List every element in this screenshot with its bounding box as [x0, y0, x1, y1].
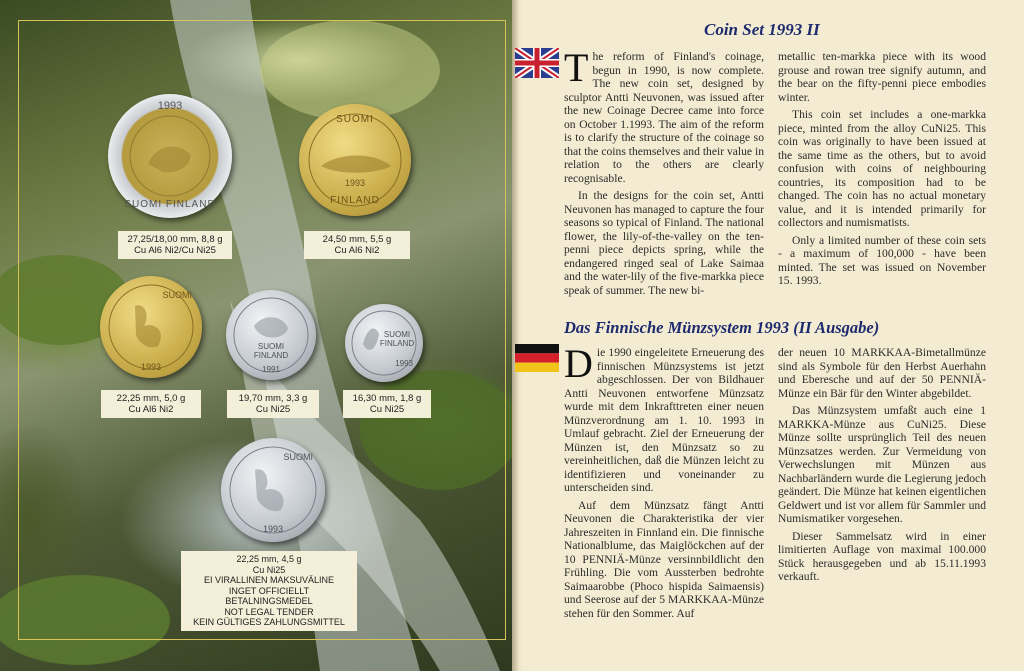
german-column-2	[778, 346, 986, 588]
coin-50-pennia	[226, 290, 316, 380]
german-paragraph: der neuen 10 MARKKAA-Bimetallmünze sind als Symbole für den Herbst Auerhahn und Eberesche und auf der 50 PENNIÄ-Münze ein Bär für den Winter abgebildet.	[778, 346, 986, 400]
spec-line: 24,50 mm, 5,5 g	[322, 234, 392, 245]
coin-1p-year: 1993	[262, 524, 284, 534]
legal-note: NOT LEGAL TENDER	[224, 606, 314, 617]
german-paragraph: Auf dem Münzsatz fängt Antti Neuvonen die Charakteristika der vier Jahreszeiten in Finnland ein. Die finnische Nationalblume, das Maiglöckchen auf der 10 PENNIÄ-Münze versinnbildlicht den Frühling. Die vom Aussterben bedrohte Saimaarobbe (Phoco hispida Saimaensis) und Seerose auf der 5 MARKKAA-Münze stehen für den Sommer. Auf	[564, 498, 764, 620]
coin-10-markkaa	[108, 94, 232, 218]
coin-1m-spec-label	[101, 390, 201, 418]
english-paragraph: In the designs for the coin set, Antti Neuvonen has managed to capture the four seasons so typical of Finland. The national flower, the lily-of-the-valley on the ten-penni piece depicts spring, while the endangered ringed seal of Lake Saimaa and the water-lily of the five-markka piece speak of summer. The new bi-	[564, 189, 764, 297]
coin-5-markkaa	[299, 104, 411, 216]
coin-10p-year: 1993	[395, 359, 413, 368]
spec-line: Cu Al6 Ni2	[128, 404, 174, 415]
german-column-1	[564, 341, 764, 624]
spec-line: 27,25/18,00 mm, 8,8 g	[127, 234, 223, 245]
german-flag-icon	[515, 344, 559, 372]
page-fold	[512, 0, 524, 671]
spec-line: Cu Ni25	[252, 564, 286, 575]
english-column-1	[564, 45, 764, 301]
uk-flag-icon	[515, 48, 559, 78]
coin-5-year: 1993	[344, 178, 366, 188]
spec-line: 16,30 mm, 1,8 g	[352, 393, 422, 404]
coin-5-top: SUOMI	[336, 114, 374, 125]
english-heading: Coin Set 1993 II	[704, 20, 820, 39]
coin-10p-spec-label	[343, 390, 431, 418]
spec-line: Cu Ni25	[369, 404, 405, 415]
coin-1-markka	[100, 276, 202, 378]
coin-10p-text: SUOMI FINLAND	[379, 330, 415, 348]
english-dropcap: T	[564, 45, 589, 90]
spec-line: Cu Al6 Ni2/Cu Ni25	[134, 245, 216, 256]
legal-note: KEIN GÜLTIGES ZAHLUNGSMITTEL	[193, 617, 345, 627]
spec-line: Cu Ni25	[255, 404, 291, 415]
german-paragraph: Das Münzsystem umfaßt auch eine 1 MARKKA-Münze aus CuNi25. Diese Münze sollte ursprünglich Teil des neuen Münzsatzes werden. Zur Vermeidung von Verwechslungen mit Münzen aus Nachbarländern wurde die Legierung jedoch geändert. Die Münze hat keinen eigentlichen Geldwert und ist vor allem für Sammler und Numismatiker vorgesehen.	[778, 404, 986, 525]
coin-50-year: 1991	[262, 365, 280, 374]
coin-1p-spec-label	[181, 551, 357, 631]
spec-line: Cu Al6 Ni2	[334, 245, 380, 256]
english-column-2	[778, 50, 986, 292]
coin-1m-top: SUOMI	[162, 290, 192, 300]
coin-10-spec-label	[118, 231, 232, 259]
coin-10-year: 1993	[157, 100, 183, 112]
coin-50-text: SUOMI FINLAND	[253, 342, 289, 360]
coin-5-spec-label	[304, 231, 410, 259]
german-paragraph: ie 1990 eingeleitete Erneuerung des finnischen Münzsystems ist jetzt abgeschlossen. Der von Bildhauer Antti Neuvonen entworfene Münzsatz wurde mit dem Inkrafttreten einer neuen Münzverordnung am 1. 10. 1993 in Umlauf gebracht. Ziel der Erneuerung der Münzen ist, den Münzsatz so zu vereinheitlichen, daß die Münzen leicht zu identifizieren und voneinander zu unterscheiden sind.	[564, 346, 764, 494]
coin-1-penni	[221, 438, 325, 542]
english-paragraph: This coin set includes a one-markka piece, minted from the alloy CuNi25. This coin was originally to have been issued at the same time as the others, but to avoid confusion with coins of neighbouring countries, its composition had to be changed. The coin has no actual monetary value, and it is intended primarily for collectors and numismatists.	[778, 108, 986, 229]
english-paragraph: metallic ten-markka piece with its wood grouse and rowan tree signify autumn, and the bear on the fifty-penni piece embodies winter.	[778, 50, 986, 104]
coin-50-spec-label	[227, 390, 319, 418]
coin-1m-year: 1993	[140, 362, 162, 372]
spec-line: 22,25 mm, 5,0 g	[116, 393, 186, 404]
spec-line: 22,25 mm, 4,5 g	[236, 554, 302, 564]
coin-5-rim: FINLAND	[330, 195, 380, 206]
english-paragraph: Only a limited number of these coin sets - a maximum of 100,000 - have been minted. The set was issued on November 15. 1993.	[778, 233, 986, 287]
german-dropcap: D	[564, 341, 593, 386]
english-paragraph: he reform of Finland's coinage, begun in 1990, is now complete. The new coin set, designed by sculptor Antti Neuvonen, was issued after the new Coinage Decree came into force on October 1.1993. The aim of the reform is to clarify the structure of the coinage so that the coins themselves and their value in relation to the others are clearly recognisable.	[564, 50, 764, 185]
coin-10-pennia	[345, 304, 423, 382]
german-heading: Das Finnische Münzsystem 1993 (II Ausgabe)	[564, 318, 880, 337]
coin-10-rim: SUOMI FINLAND	[124, 199, 216, 210]
legal-note: INGET OFFICIELLT BETALNINGSMEDEL	[225, 585, 313, 606]
german-paragraph: Dieser Sammelsatz wird in einer limitierten Auflage von maximal 100.000 Stück herausgegeben und ab 15.11.1993 verkauft.	[778, 529, 986, 583]
legal-note: EI VIRALLINEN MAKSUVÄLINE	[203, 575, 335, 585]
spec-line: 19,70 mm, 3,3 g	[238, 393, 308, 404]
coin-1p-top: SUOMI	[283, 452, 313, 462]
